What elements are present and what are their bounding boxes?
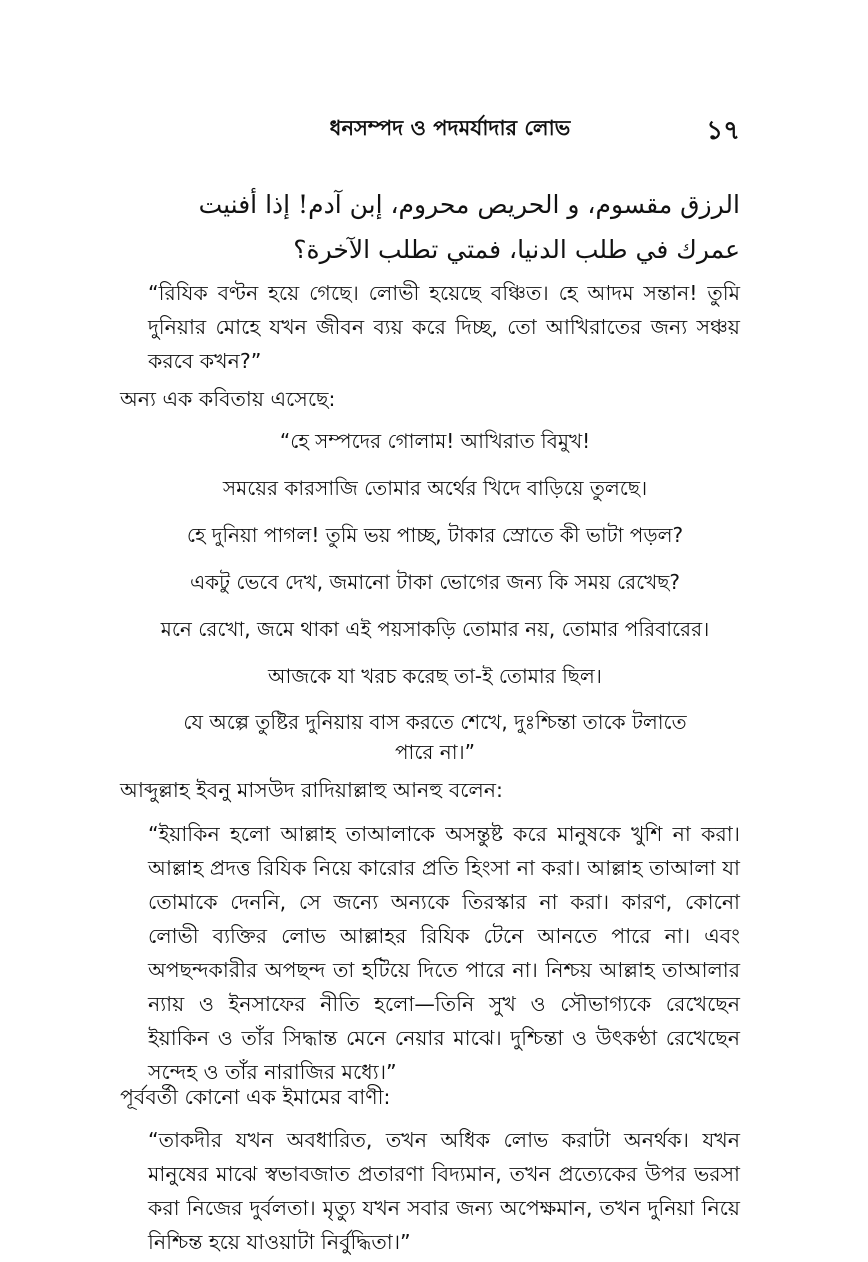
running-header [120,112,740,148]
poem-line: একটু ভেবে দেখ, জমানো টাকা ভোগের জন্য কি সময় রেখেছ? [189,570,681,594]
poem-line: যে অল্পে তুষ্টির দুনিয়ায় বাস করতে শেখে, দুঃশ্চিন্তা তাকে টলাতে পারে না।” [183,710,687,764]
page-number: ১৭ [706,116,740,146]
chapter-title: ধনসম্পদ ও পদমর্যাদার লোভ [329,116,571,140]
poem-line: হে দুনিয়া পাগল! তুমি ভয় পাচ্ছ, টাকার স্রোতে কী ভাটা পড়ল? [186,523,684,547]
poem [150,425,720,781]
poem-line: “হে সম্পদের গোলাম! আখিরাত বিমুখ! [279,429,591,453]
poem-intro: অন্য এক কবিতায় এসেছে: [120,387,336,411]
quote-paragraph-1: “রিযিক বণ্টন হয়ে গেছে। লোভী হয়েছে বঞ্চিত। হে আদম সন্তান! তুমি দুনিয়ার মোহে যখন জীবন ব্যয় করে দিচ্ছ, তো আখিরাতের জন্য সঞ্চয় করবে কখন?” [148,281,740,373]
attribution-ibn-masud: আব্দুল্লাহ ইবনু মাসউদ রাদিয়াল্লাহু আনহু বলেন: [120,778,503,802]
poem-line: সময়ের কারসাজি তোমার অর্থের খিদে বাড়িয়ে তুলছে। [222,476,648,500]
attribution-imam: পূর্ববর্তী কোনো এক ইমামের বাণী: [120,1085,391,1109]
poem-line: আজকে যা খরচ করেছ তা-ই তোমার ছিল। [268,664,602,688]
poem-line: মনে রেখো, জমে থাকা এই পয়সাকড়ি তোমার নয়, তোমার পরিবারের। [160,617,710,641]
quote-paragraph-2: “ইয়াকিন হলো আল্লাহ তাআলাকে অসন্তুষ্ট করে মানুষকে খুশি না করা। আল্লাহ প্রদত্ত রিযিক নিয়ে কারোর প্রতি হিংসা না করা। আল্লাহ তাআলা যা তোমাকে দেননি, সে জন্যে অন্যকে তিরস্কার না করা। কারণ, কোনো লোভী ব্যক্তির লোভ আল্লাহর রিযিক টেনে আনতে পারে না। এবং অপছন্দকারীর অপছন্দ তা হটিয়ে দিতে পারে না। নিশ্চয় আল্লাহ তাআলার ন্যায় ও ইনসাফের নীতি হলো—তিনি সুখ ও সৌভাগ্যকে রেখেছেন ইয়াকিন ও তাঁর সিদ্ধান্ত মেনে নেয়ার মাঝে। দুশ্চিন্তা ও উৎকণ্ঠা রেখেছেন সন্দেহ ও তাঁর নারাজির মধ্যে।” [148,822,740,1084]
quote-paragraph-3: “তাকদীর যখন অবধারিত, তখন অধিক লোভ করাটা অনর্থক। যখন মানুষের মাঝে স্বভাবজাত প্রতারণা বিদ্যমান, তখন প্রত্যেকের উপর ভরসা করা নিজের দুর্বলতা। মৃত্যু যখন সবার জন্য অপেক্ষমান, তখন দুনিয়া নিয়ে নিশ্চিন্ত হয়ে যাওয়াটা নির্বুদ্ধিতা।” [148,1128,740,1254]
arabic-quote: الرزق مقسوم، و الحريص محروم، إبن آدم! إذا أفنيت عمرك في طلب الدنيا، فمتي تطلب الآخرة؟ [198,190,740,264]
